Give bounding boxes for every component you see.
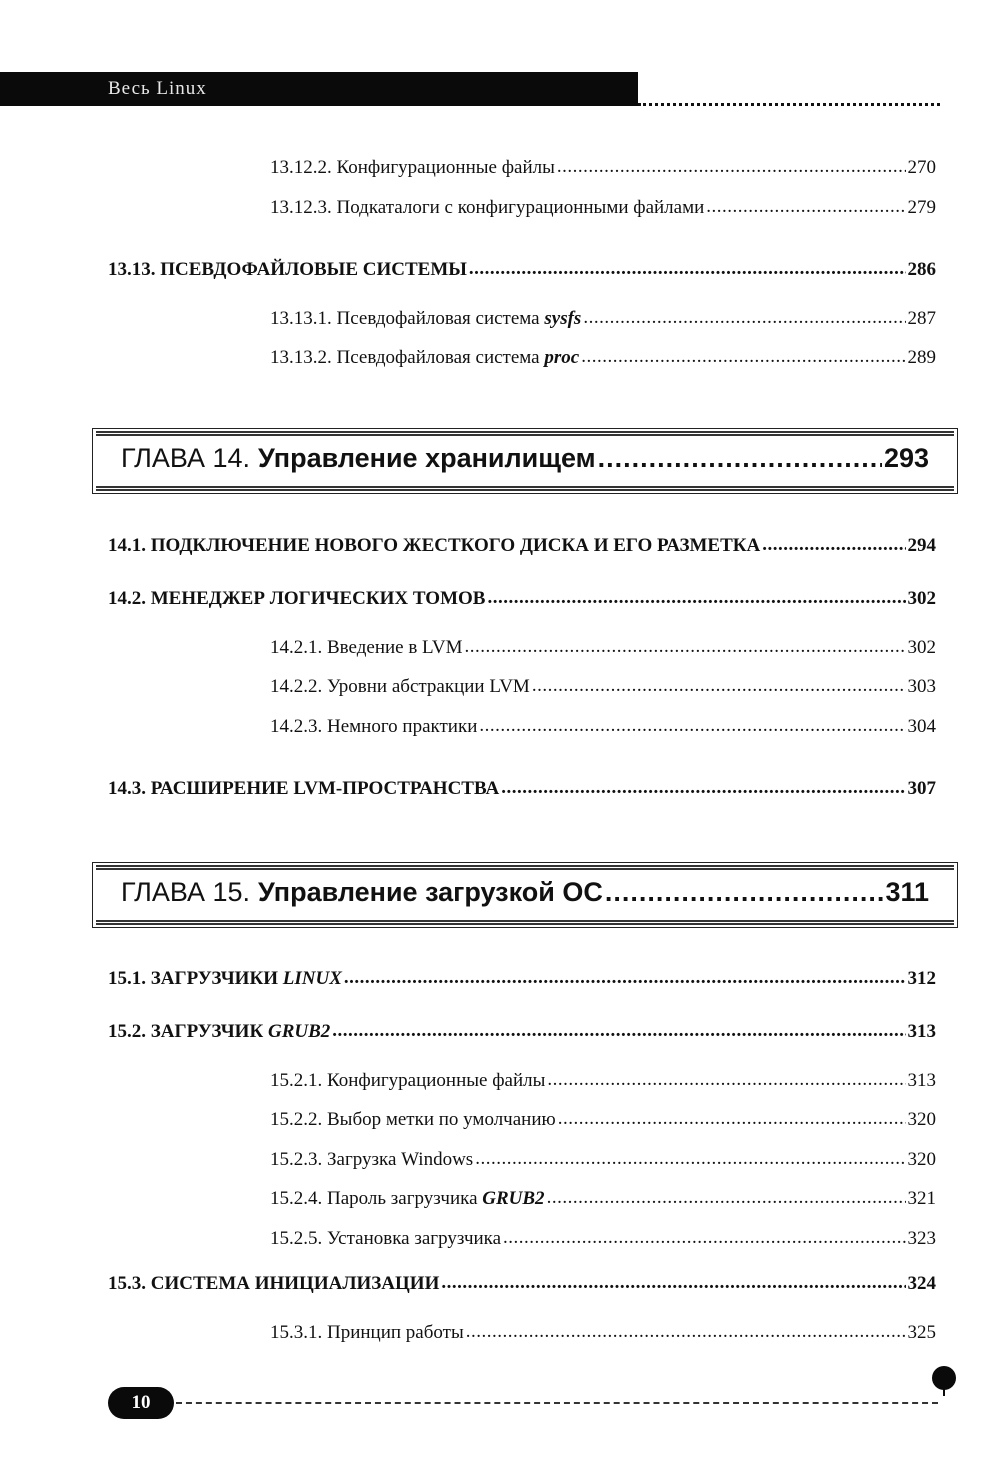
toc-page-number: 323 (907, 1228, 936, 1249)
toc-page-number: 303 (907, 676, 936, 697)
toc-page-number: 270 (907, 157, 936, 178)
chapter-14-heading[interactable] (92, 428, 958, 494)
toc-page-number: 321 (907, 1188, 936, 1209)
toc-page-number: 304 (907, 716, 936, 737)
toc-entry-title: 14.2.1. Введение в LVM (270, 637, 463, 658)
toc-page-number: 289 (907, 347, 936, 368)
toc-entry-title: 15.2.1. Конфигурационные файлы (270, 1070, 546, 1091)
toc-entry-13-12-3[interactable] (270, 197, 936, 219)
dot-leader (469, 258, 906, 280)
dot-leader (532, 675, 906, 697)
dot-leader (466, 1321, 906, 1343)
dot-leader (583, 307, 905, 329)
toc-entry-13-13-1[interactable] (270, 308, 936, 330)
toc-page-number: 294 (907, 535, 936, 556)
chapter-label: ГЛАВА 15. (121, 877, 250, 907)
toc-entry-title: 13.12.3. Подкаталоги с конфигурационными файлами (270, 197, 705, 218)
toc-section-title: 15.2. ЗАГРУЗЧИК GRUB2 (108, 1021, 331, 1042)
toc-entry-14-2-2[interactable] (270, 676, 936, 698)
dot-leader (332, 1020, 905, 1042)
toc-section-15-1[interactable] (108, 968, 936, 990)
toc-section-title: 14.3. РАСШИРЕНИЕ LVM-ПРОСТРАНСТВА (108, 778, 500, 799)
toc-entry-14-2-3[interactable] (270, 716, 936, 738)
toc-section-title: 14.1. ПОДКЛЮЧЕНИЕ НОВОГО ЖЕСТКОГО ДИСКА И ЕГО РАЗМЕТКА (108, 535, 761, 556)
running-header (0, 72, 638, 106)
dot-leader (547, 1069, 905, 1091)
toc-section-14-1[interactable] (108, 535, 936, 557)
toc-page-number: 307 (907, 778, 936, 799)
dot-leader (706, 196, 905, 218)
toc-section-title: 14.2. МЕНЕДЖЕР ЛОГИЧЕСКИХ ТОМОВ (108, 588, 486, 609)
page-number-badge (108, 1387, 174, 1419)
dot-leader (465, 636, 906, 658)
toc-page-number: 313 (907, 1021, 936, 1042)
footer-dashed-rule (176, 1402, 938, 1404)
toc-page-number: 312 (907, 968, 936, 989)
footer-pin-icon (932, 1366, 956, 1390)
toc-entry-title: 15.2.5. Установка загрузчика (270, 1228, 502, 1249)
dot-leader (557, 156, 906, 178)
dot-leader (475, 1148, 905, 1170)
page-number: 10 (131, 1392, 151, 1413)
chapter-title: Управление загрузкой ОС (258, 877, 603, 907)
toc-page-number: 320 (907, 1109, 936, 1130)
dot-leader (441, 1272, 905, 1294)
toc-page-number: 302 (907, 588, 936, 609)
dot-leader (344, 967, 906, 989)
toc-entry-title: 15.2.3. Загрузка Windows (270, 1149, 474, 1170)
toc-entry-13-12-2[interactable] (270, 157, 936, 179)
toc-section-13-13[interactable] (108, 259, 936, 281)
dot-leader (487, 587, 905, 609)
toc-section-14-2[interactable] (108, 588, 936, 610)
dot-leader (479, 715, 905, 737)
toc-entry-title: 15.3.1. Принцип работы (270, 1322, 464, 1343)
header-dotted-rule (638, 103, 940, 106)
toc-page-number: 320 (907, 1149, 936, 1170)
toc-entry-15-2-5[interactable] (270, 1228, 936, 1250)
toc-entry-15-3-1[interactable] (270, 1322, 936, 1344)
toc-page-number: 279 (907, 197, 936, 218)
toc-entry-title: 14.2.3. Немного практики (270, 716, 478, 737)
chapter-page-number: 293 (883, 443, 929, 473)
toc-section-title: 15.1. ЗАГРУЗЧИКИ LINUX (108, 968, 342, 989)
toc-section-title: 15.3. СИСТЕМА ИНИЦИАЛИЗАЦИИ (108, 1273, 440, 1294)
dot-leader (558, 1108, 906, 1130)
toc-entry-14-2-1[interactable] (270, 637, 936, 659)
toc-entry-15-2-1[interactable] (270, 1070, 936, 1092)
dot-leader (501, 777, 905, 799)
dot-leader (762, 534, 905, 556)
dot-leader (547, 1187, 906, 1209)
toc-entry-title: 15.2.4. Пароль загрузчика GRUB2 (270, 1188, 545, 1209)
toc-entry-title: 13.13.1. Псевдофайловая система sysfs (270, 308, 582, 329)
toc-entry-title: 13.12.2. Конфигурационные файлы (270, 157, 555, 178)
toc-section-15-2[interactable] (108, 1021, 936, 1043)
chapter-15-heading[interactable] (92, 862, 958, 928)
toc-page-number: 302 (907, 637, 936, 658)
toc-entry-title: 15.2.2. Выбор метки по умолчанию (270, 1109, 556, 1130)
toc-entry-title: 13.13.2. Псевдофайловая система proc (270, 347, 580, 368)
toc-page-number: 324 (907, 1273, 936, 1294)
toc-section-title: 13.13. ПСЕВДОФАЙЛОВЫЕ СИСТЕМЫ (108, 259, 467, 280)
toc-entry-15-2-2[interactable] (270, 1109, 936, 1131)
toc-page-number: 286 (907, 259, 936, 280)
dot-leader (605, 877, 884, 908)
toc-section-15-3[interactable] (108, 1273, 936, 1295)
toc-page-number: 313 (907, 1070, 936, 1091)
toc-entry-15-2-4[interactable] (270, 1188, 936, 1210)
toc-entry-13-13-2[interactable] (270, 347, 936, 369)
dot-leader (581, 346, 905, 368)
book-title: Весь Linux (108, 78, 207, 99)
dot-leader (503, 1227, 905, 1249)
toc-entry-15-2-3[interactable] (270, 1149, 936, 1171)
toc-page-number: 287 (907, 308, 936, 329)
toc-section-14-3[interactable] (108, 778, 936, 800)
dot-leader (598, 443, 882, 474)
chapter-page-number: 311 (885, 877, 929, 907)
toc-entry-title: 14.2.2. Уровни абстракции LVM (270, 676, 530, 697)
chapter-label: ГЛАВА 14. (121, 443, 250, 473)
toc-page-number: 325 (907, 1322, 936, 1343)
chapter-title: Управление хранилищем (258, 443, 596, 473)
